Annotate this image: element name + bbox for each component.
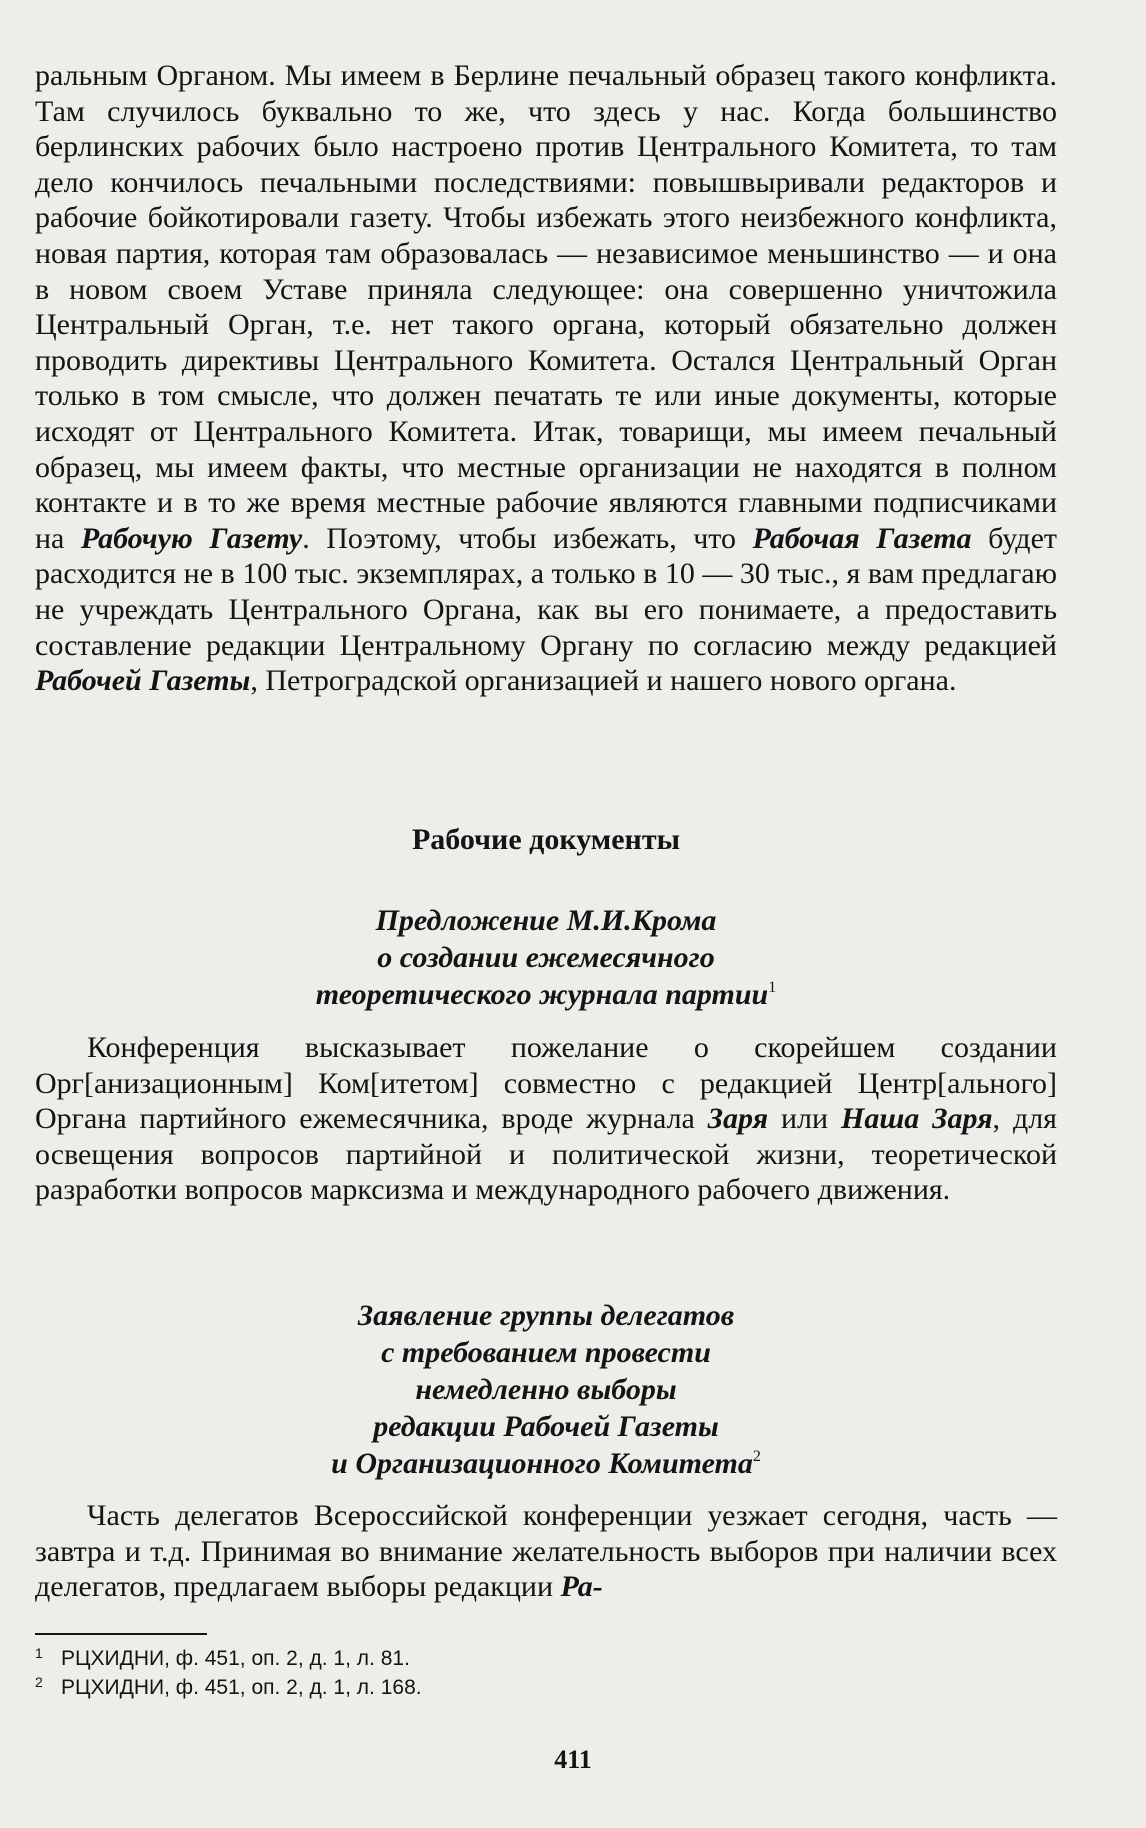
section-heading-block: [35, 822, 1057, 858]
doc1-title-line: о создании ежемесячного: [377, 941, 715, 974]
footnote-number: 1: [35, 1645, 43, 1661]
page-number: 411: [554, 1745, 592, 1774]
footnote-text: РЦХИДНИ, ф. 451, оп. 2, д. 1, л. 168.: [61, 1676, 422, 1699]
text-run: Часть делегатов Всероссийской конференции уезжает сегодня, часть — завтра и т.д. Принимая во внимание желательность выборов при наличии всех делегатов, предлагаем выборы редакции: [35, 1499, 1057, 1604]
doc1-paragraph: [35, 1030, 1057, 1208]
italic-title-run: Заря: [707, 1102, 769, 1136]
footnote-ref: 1: [768, 979, 777, 996]
doc1-title-line-last: [35, 976, 1057, 1013]
doc2-title-line: Заявление группы делегатов: [357, 1299, 735, 1332]
doc2-paragraph: [35, 1498, 1057, 1605]
continuation-paragraph: [35, 58, 1057, 699]
footnote: [35, 1644, 1035, 1673]
doc1-title-block: [35, 902, 1057, 1013]
text-run: будет расходится не в 100 тыс. экземплярах, а только в 10 — 30 тыс., я вам предлагаю не учреждать Центрального Органа, как вы его понимаете, а предоставить составление редакции Центральному Органу по согласию между редакцией: [35, 521, 1057, 662]
footnotes: [35, 1644, 1035, 1702]
text-run: , Петроградской организацией и нашего нового органа.: [250, 664, 957, 698]
main-text-block: [35, 58, 1057, 699]
italic-title-run: Рабочей Газеты: [35, 664, 251, 698]
footnote: [35, 1673, 1035, 1702]
doc2-title-text: и Организационного Комитета: [331, 1447, 753, 1480]
italic-title-run: Рабочую Газету: [80, 521, 303, 555]
doc2-title-line: немедленно выборы: [415, 1373, 677, 1406]
doc2-title-line: редакции Рабочей Газеты: [373, 1410, 719, 1443]
doc1-title-text: теоретического журнала партии: [315, 978, 769, 1011]
italic-title-run: Рабочая Газета: [752, 521, 972, 555]
text-run: или: [768, 1102, 841, 1136]
doc2-body-block: [35, 1498, 1057, 1605]
text-run: ральным Органом. Мы имеем в Берлине печальный образец такого конфликта. Там случилось буквально то же, что здесь у нас. Когда большинство берлинских рабочих было настроено против Центрального Комитета, то там дело кончилось печальными последствиями: повышвыривали редакторов и рабочие бойкотировали газету. Чтобы избежать этого неизбежного конфликта, новая партия, которая там образовалась — независимое меньшинство — и она в новом своем Уставе приняла следующее: она совершенно уничтожила Центральный Орган, т.е. нет такого органа, который обязательно должен проводить директивы Центрального Комитета. Остался Центральный Орган только в том смысле, что должен печатать те или иные документы, которые исходят от Центрального Комитета. Итак, товарищи, мы имеем печальный образец, мы имеем факты, что местные организации не находятся в полном контакте и в то же время местные рабочие являются главными подписчиками на: [35, 59, 1057, 555]
footnote-number: 2: [35, 1674, 43, 1690]
doc1-title-line: Предложение М.И.Крома: [375, 904, 717, 937]
doc1-body-block: [35, 1030, 1057, 1208]
footnote-separator: [35, 1633, 207, 1635]
doc2-title-line: с требованием провести: [381, 1336, 711, 1369]
section-heading: Рабочие документы: [411, 823, 680, 856]
footnote-text: РЦХИДНИ, ф. 451, оп. 2, д. 1, л. 81.: [61, 1647, 410, 1670]
doc2-title-line-last: [35, 1445, 1057, 1482]
italic-title-run: Наша Заря: [840, 1102, 993, 1136]
doc2-title-block: [35, 1297, 1057, 1482]
footnote-ref: 2: [752, 1448, 761, 1465]
text-run: , для освещения вопросов партийной и политической жизни, теоретической разработки вопросов марксизма и международного рабочего движения.: [35, 1102, 1057, 1207]
italic-title-run: Ра-: [560, 1570, 603, 1604]
text-run: . Поэтому, чтобы избежать, что: [302, 521, 753, 555]
text-run: Конференция высказывает пожелание о скорейшем создании Орг[анизационным] Ком[итетом] совместно с редакцией Центр[ального] Органа партийного ежемесячника, вроде журнала: [35, 1031, 1057, 1136]
